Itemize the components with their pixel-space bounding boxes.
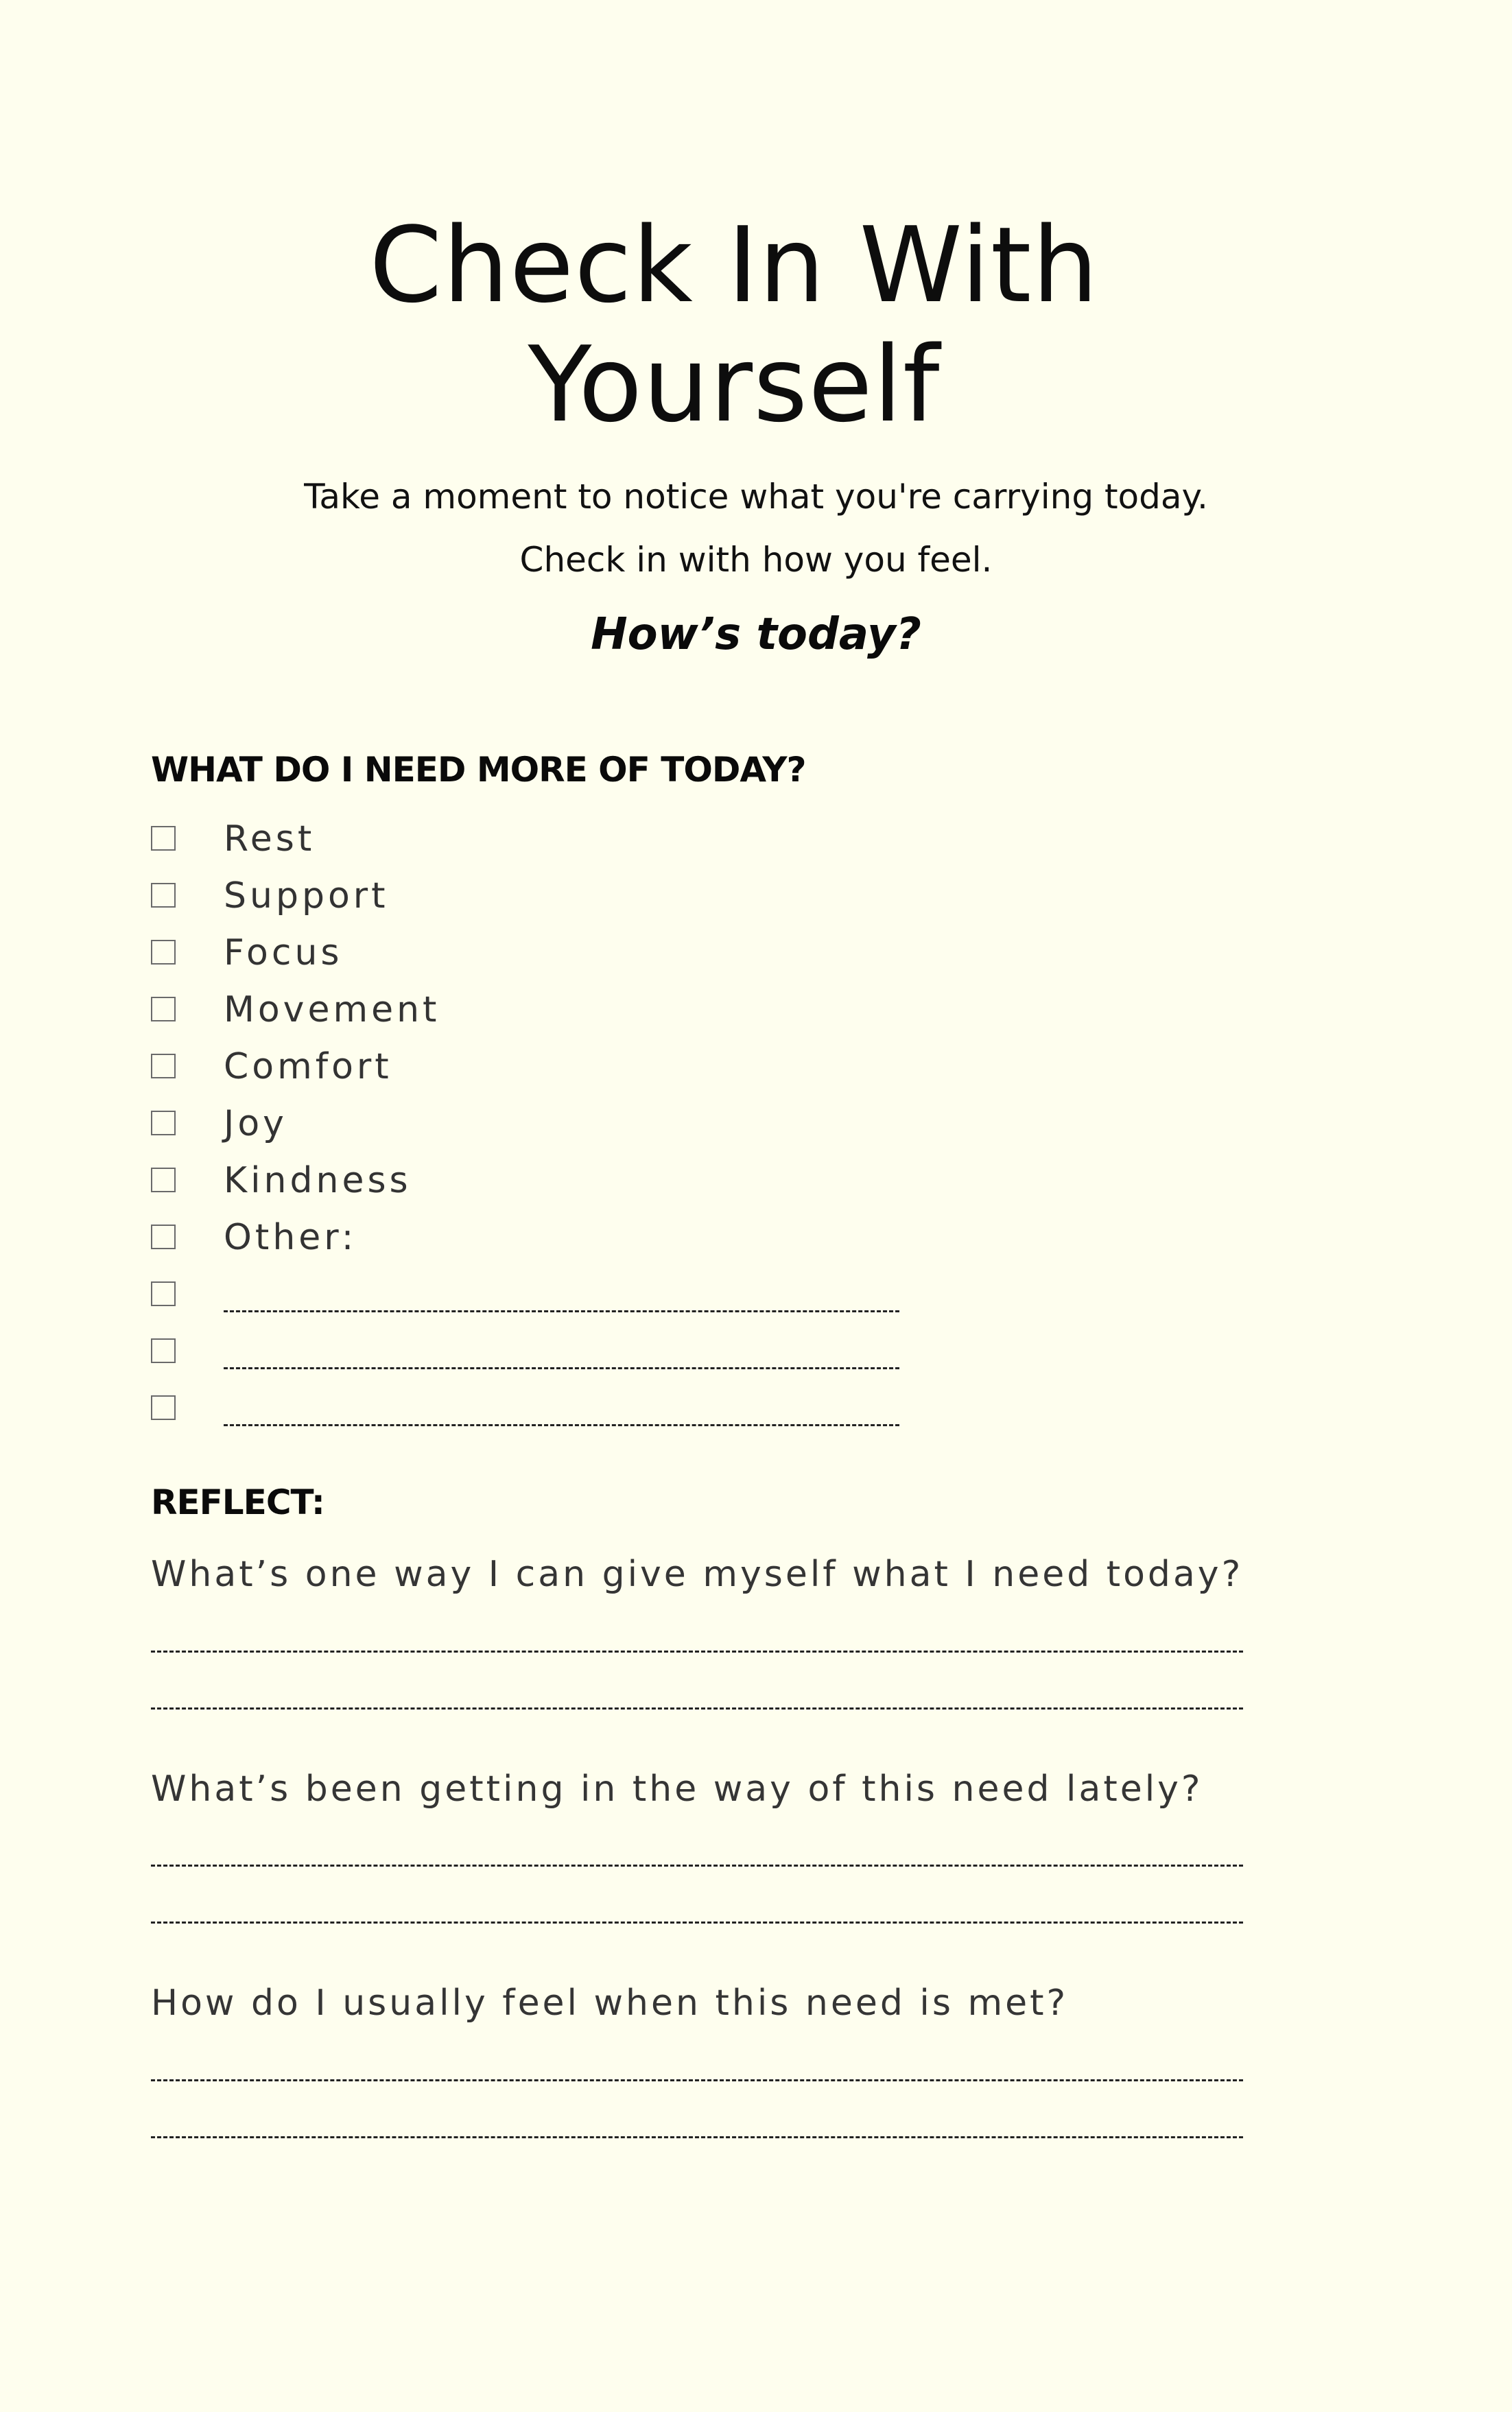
checklist-label: Comfort xyxy=(224,1046,392,1087)
checklist-item-rest xyxy=(150,816,973,873)
checklist-item-other xyxy=(150,1215,973,1272)
write-in-line[interactable] xyxy=(224,1424,899,1426)
answer-line-1b[interactable] xyxy=(151,1707,1243,1710)
checklist-item-support xyxy=(150,873,973,930)
checklist-item-movement xyxy=(150,987,973,1044)
checklist-item-blank-1 xyxy=(150,1272,973,1329)
answer-line-2b[interactable] xyxy=(151,1922,1243,1924)
checklist-label: Rest xyxy=(224,818,316,860)
write-in-line[interactable] xyxy=(224,1310,899,1312)
checklist-label: Focus xyxy=(224,932,343,973)
checkbox-kindness[interactable] xyxy=(151,1168,176,1192)
intro-line-2: Check in with how you feel. xyxy=(519,540,993,580)
intro-line-1: Take a moment to notice what you're carrying today. xyxy=(304,477,1208,517)
checklist-item-comfort xyxy=(150,1044,973,1101)
checkbox-blank-1[interactable] xyxy=(151,1281,176,1306)
checkbox-blank-2[interactable] xyxy=(151,1338,176,1363)
hows-today-prompt: How’s today? xyxy=(591,609,921,660)
write-in-line[interactable] xyxy=(224,1367,899,1369)
checklist-item-blank-3 xyxy=(150,1386,973,1443)
page-title: Check In With Yourself xyxy=(369,204,1099,445)
checklist-item-joy xyxy=(150,1101,973,1158)
checkbox-comfort[interactable] xyxy=(151,1054,176,1078)
reflect-question-1: What’s one way I can give myself what I need today? xyxy=(151,1554,1244,1595)
reflect-question-3: How do I usually feel when this need is met? xyxy=(151,1983,1069,2024)
checkbox-support[interactable] xyxy=(151,883,176,908)
checkbox-other[interactable] xyxy=(151,1225,176,1249)
checklist-item-focus xyxy=(150,930,973,987)
reflect-question-2: What’s been getting in the way of this need lately? xyxy=(151,1769,1203,1810)
checklist-label: Other: xyxy=(224,1217,357,1258)
checklist-label: Movement xyxy=(224,989,440,1030)
answer-line-1a[interactable] xyxy=(151,1651,1243,1653)
reflect-heading: REFLECT: xyxy=(151,1482,324,1522)
checklist-label: Joy xyxy=(224,1103,287,1144)
needs-checklist xyxy=(150,816,973,1443)
answer-line-3b[interactable] xyxy=(151,2136,1243,2138)
checkbox-movement[interactable] xyxy=(151,997,176,1021)
checklist-item-blank-2 xyxy=(150,1329,973,1386)
needs-heading: WHAT DO I NEED MORE OF TODAY? xyxy=(151,750,806,790)
answer-line-3a[interactable] xyxy=(151,2079,1243,2081)
checklist-label: Support xyxy=(224,875,389,917)
checkbox-joy[interactable] xyxy=(151,1111,176,1135)
checkbox-rest[interactable] xyxy=(151,826,176,851)
checkbox-focus[interactable] xyxy=(151,940,176,965)
checklist-label: Kindness xyxy=(224,1160,412,1201)
checkbox-blank-3[interactable] xyxy=(151,1395,176,1420)
answer-line-2a[interactable] xyxy=(151,1865,1243,1867)
checklist-item-kindness xyxy=(150,1158,973,1215)
